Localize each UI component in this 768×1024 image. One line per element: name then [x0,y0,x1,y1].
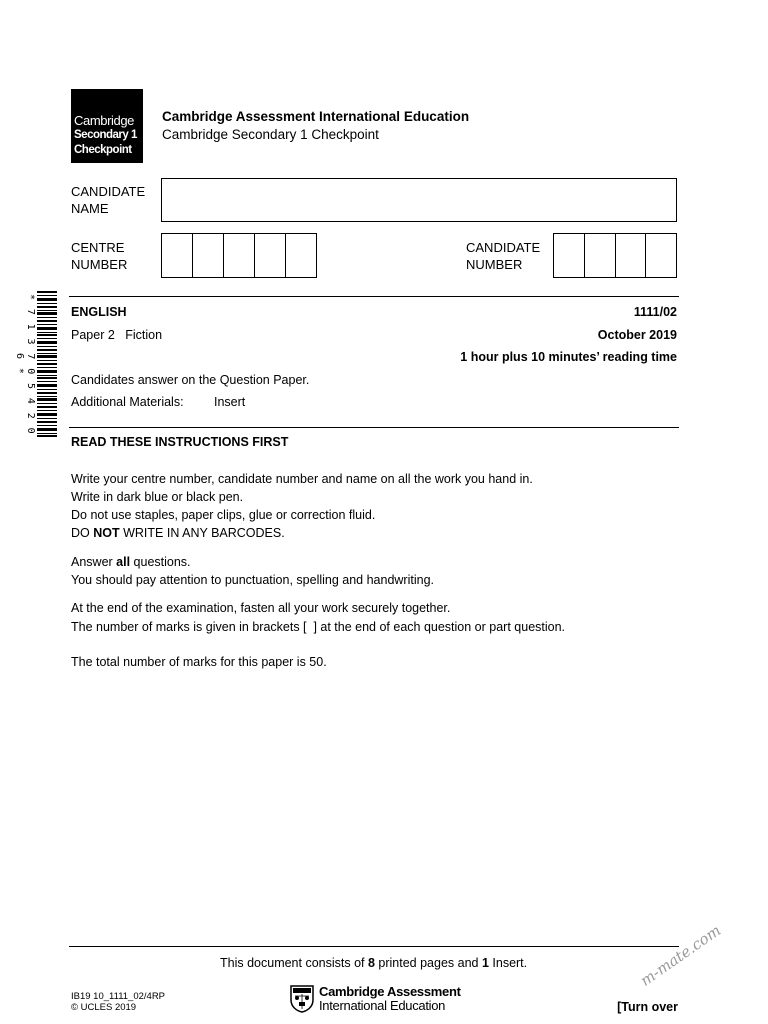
materials-value: Insert [214,395,246,409]
candidate-number-cell[interactable] [646,234,676,277]
candidate-number-label [466,239,540,273]
instruction-text: Answer [71,555,117,569]
watermark: m-mate.com [637,921,725,990]
instruction-line: You should pay attention to punctuation, spelling and handwriting. [71,573,435,587]
footer-text: Insert. [488,956,528,970]
footer-text: This document consists of [220,956,368,970]
candidate-number-cell[interactable] [616,234,647,277]
candidate-name-label-line2: NAME [71,201,109,216]
centre-number-cell[interactable] [255,234,286,277]
paper-code: 1111/02 [633,305,677,319]
reference-code: IB19 10_1111_02/4RP [71,991,166,1002]
document-reference [71,991,165,1013]
instruction-line: Write in dark blue or black pen. [71,490,244,504]
instruction-line: Write your centre number, candidate number and name on all the work you hand in. [71,472,533,486]
instruction-line [71,555,191,569]
instruction-text: questions. [130,555,191,569]
instruction-line: The total number of marks for this paper is 50. [71,655,327,669]
centre-number-cell[interactable] [286,234,316,277]
centre-number-cell[interactable] [162,234,193,277]
instruction-text: WRITE IN ANY BARCODES. [119,526,285,540]
turn-over-note: [Turn over [617,1000,678,1014]
details-rule [69,427,679,428]
centre-number-label [71,239,127,273]
candidate-number-cell[interactable] [554,234,585,277]
exam-duration: 1 hour plus 10 minutes’ reading time [460,350,677,364]
answer-note: Candidates answer on the Question Paper. [71,373,310,387]
candidate-name-field[interactable] [161,178,677,222]
footer-rule [69,946,679,947]
instruction-emphasis: all [116,555,131,569]
cambridge-assessment-logo [290,985,461,1013]
cambridge-checkpoint-logo [71,89,143,163]
centre-number-cell[interactable] [193,234,224,277]
programme-title: Cambridge Secondary 1 Checkpoint [162,127,379,142]
footer-text: printed pages and [374,956,482,970]
barcode-digits: * 7 1 3 7 0 5 4 2 0 6 * [14,293,36,435]
logo-text-line2: International Education [319,998,446,1013]
page-count-note [220,956,527,970]
barcode-image [37,291,57,437]
page-count: 8 [367,956,375,970]
candidate-number-label-line2: NUMBER [466,257,523,272]
exam-session: October 2019 [597,328,677,342]
subject-title: ENGLISH [71,305,127,319]
candidate-number-label-line1: CANDIDATE [466,240,541,255]
crest-icon [290,985,314,1013]
instruction-line: The number of marks is given in brackets [ ] at the end of each question or part question. [71,620,566,634]
logo-line-1: Cambridge [74,113,134,128]
organisation-title: Cambridge Assessment International Education [162,109,470,124]
centre-number-field[interactable] [161,233,317,278]
candidate-number-field[interactable] [553,233,677,278]
centre-number-label-line1: CENTRE [71,240,125,255]
logo-line-3: Checkpoint [74,144,132,156]
candidate-number-cell[interactable] [585,234,616,277]
materials-label: Additional Materials: [71,395,184,409]
instruction-line [71,526,285,540]
instruction-emphasis: NOT [93,526,120,540]
header-rule [69,296,679,297]
logo-text [319,985,461,1013]
instruction-line: Do not use staples, paper clips, glue or correction fluid. [71,508,376,522]
candidate-name-label [71,183,145,217]
candidate-name-label-line1: CANDIDATE [71,184,146,199]
centre-number-cell[interactable] [224,234,255,277]
logo-line-2: Secondary 1 [74,129,137,141]
insert-count: 1 [481,956,489,970]
copyright-notice: © UCLES 2019 [71,1002,137,1013]
instructions-heading: READ THESE INSTRUCTIONS FIRST [71,435,289,449]
instruction-text: DO [71,526,94,540]
logo-text-line1: Cambridge Assessment [319,984,461,999]
centre-number-label-line2: NUMBER [71,257,128,272]
instruction-line: At the end of the examination, fasten all your work securely together. [71,601,451,615]
paper-title: Paper 2 Fiction [71,328,163,342]
